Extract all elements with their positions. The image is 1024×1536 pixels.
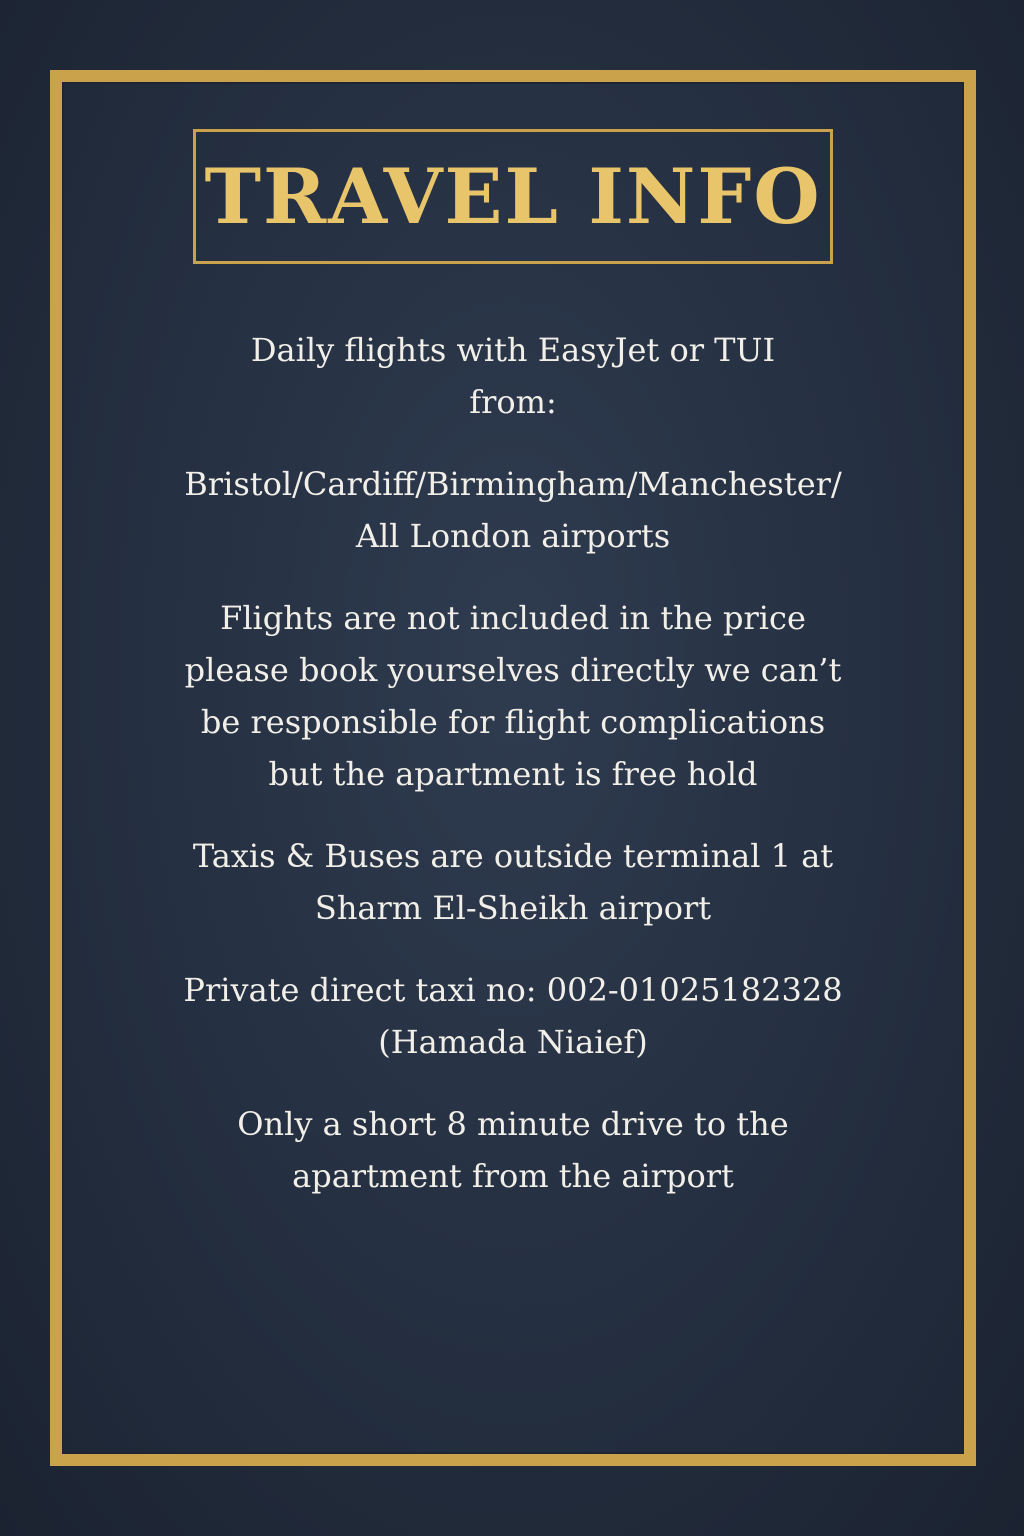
text-line: Taxis & Buses are outside terminal 1 at — [192, 837, 834, 875]
text-line: (Hamada Niaief) — [378, 1023, 648, 1061]
drive-time-section — [124, 1098, 902, 1202]
private-taxi-section — [124, 964, 902, 1068]
text-line: be responsible for flight complications — [200, 703, 826, 741]
text-line: Private direct taxi no: 002-01025182328 — [183, 971, 843, 1009]
flights-section — [124, 324, 902, 428]
text-line: Daily flights with EasyJet or TUI — [250, 331, 776, 369]
info-panel — [62, 82, 964, 1454]
text-line: Only a short 8 minute drive to the — [237, 1105, 789, 1143]
booking-notice-section — [124, 592, 902, 800]
transport-section — [124, 830, 902, 934]
text-line: apartment from the airport — [292, 1157, 734, 1195]
title-box — [193, 129, 833, 264]
text-line: Sharm El-Sheikh airport — [314, 889, 712, 927]
text-line: Bristol/Cardiff/Birmingham/Manchester/ — [184, 465, 842, 503]
airports-section — [124, 458, 902, 562]
gold-frame — [50, 70, 976, 1466]
text-line: from: — [469, 383, 557, 421]
text-line: please book yourselves directly we can’t — [184, 651, 842, 689]
page-title: TRAVEL INFO — [204, 151, 822, 241]
info-content — [124, 324, 902, 1232]
text-line: All London airports — [355, 517, 671, 555]
text-line: but the apartment is free hold — [268, 755, 758, 793]
text-line: Flights are not included in the price — [220, 599, 806, 637]
